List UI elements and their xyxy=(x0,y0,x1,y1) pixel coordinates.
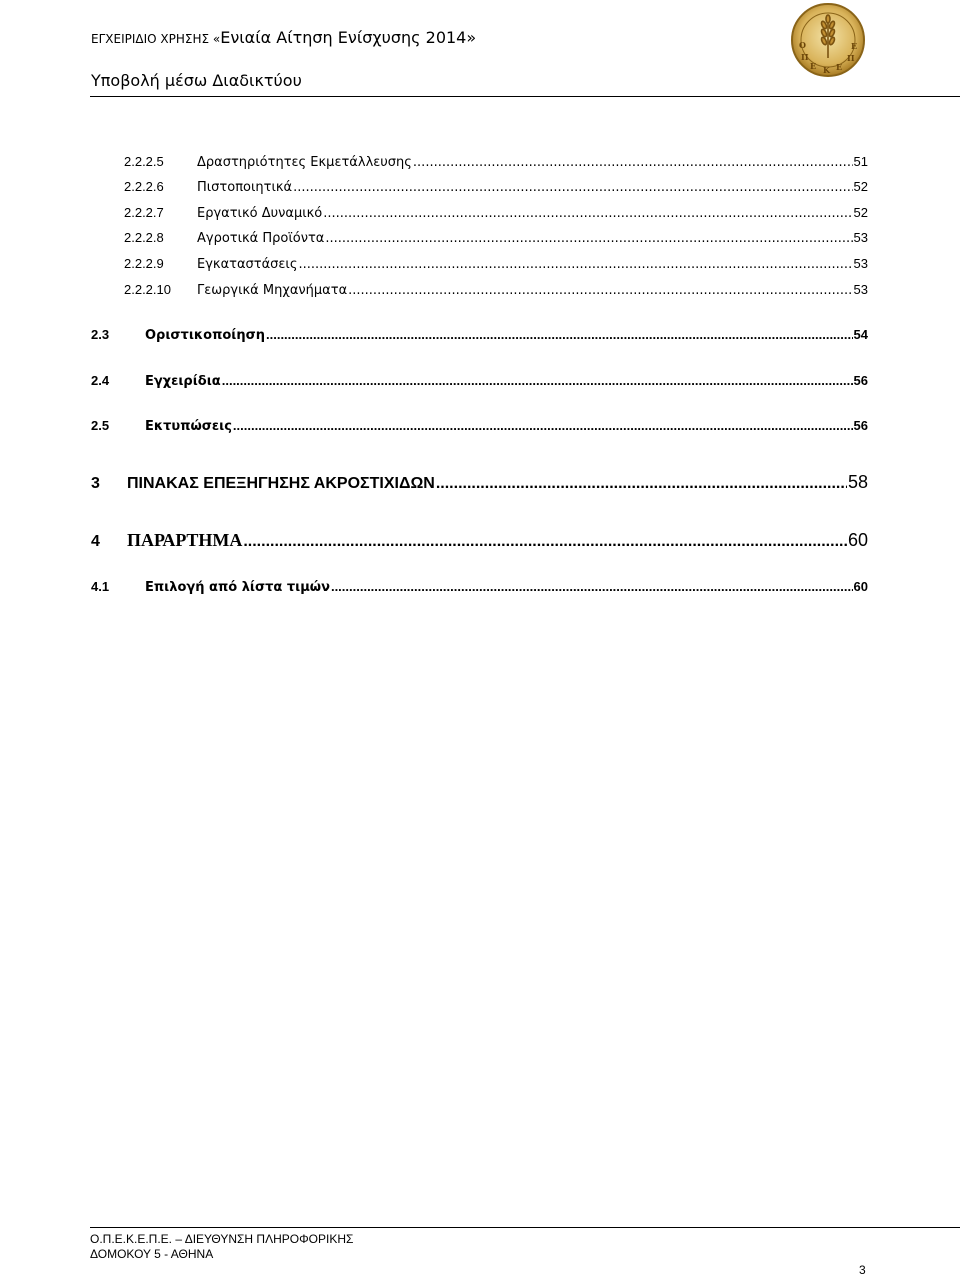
header-prefix: ΕΓΧΕΙΡΙΔΙΟ ΧΡΗΣΗΣ « xyxy=(91,32,221,46)
svg-text:Ε: Ε xyxy=(851,41,858,51)
toc-leader xyxy=(436,475,847,493)
toc-page: 58 xyxy=(847,472,868,492)
svg-text:Κ: Κ xyxy=(823,65,830,75)
toc-title: Οριστικοποίηση xyxy=(145,328,265,343)
toc-entry[interactable] xyxy=(91,579,868,595)
toc-leader xyxy=(325,231,852,246)
toc-entry[interactable] xyxy=(124,205,868,221)
toc-leader xyxy=(331,579,853,594)
toc-title: Γεωργικά Μηχανήματα xyxy=(197,283,348,298)
header-title: Ενιαία Αίτηση Ενίσχυσης 2014» xyxy=(220,28,477,47)
toc-leader xyxy=(413,155,853,170)
toc-title: Δραστηριότητες Εκμετάλλευσης xyxy=(197,155,412,170)
toc-entry[interactable] xyxy=(124,154,868,170)
toc-leader xyxy=(323,206,852,221)
toc-entry[interactable] xyxy=(91,530,868,551)
toc-entry[interactable] xyxy=(124,256,868,272)
toc-leader xyxy=(298,257,852,272)
toc-entry[interactable] xyxy=(91,472,868,493)
toc-number: 2.2.2.6 xyxy=(124,179,164,194)
header-divider xyxy=(90,96,960,97)
toc-entry[interactable] xyxy=(124,179,868,195)
toc-title: Εργατικό Δυναμικό xyxy=(197,206,323,221)
toc-number: 2.4 xyxy=(91,373,110,388)
toc-title: Επιλογή από λίστα τιμών xyxy=(145,580,330,595)
wheat-seal-icon xyxy=(790,2,866,78)
toc-title: Εκτυπώσεις xyxy=(145,419,232,434)
toc-number: 2.2.2.8 xyxy=(124,230,164,245)
svg-text:Π: Π xyxy=(847,53,855,63)
toc-page: 53 xyxy=(853,256,868,271)
toc-number: 4.1 xyxy=(91,579,110,594)
toc-page: 60 xyxy=(847,530,868,550)
toc-leader xyxy=(293,180,852,195)
toc-entry[interactable] xyxy=(124,230,868,246)
toc-leader xyxy=(222,373,853,388)
toc-leader xyxy=(233,418,853,433)
toc-page: 52 xyxy=(853,179,868,194)
footer-address: ΔΟΜΟΚΟΥ 5 - ΑΘΗΝΑ xyxy=(90,1247,214,1261)
toc-page: 51 xyxy=(853,154,868,169)
header-subtitle: Υποβολή μέσω Διαδικτύου xyxy=(91,71,302,90)
toc-page: 56 xyxy=(853,418,868,433)
toc-entry[interactable] xyxy=(91,373,868,389)
toc-number: 3 xyxy=(91,475,100,492)
svg-text:Π: Π xyxy=(801,52,809,62)
toc-page: 60 xyxy=(853,579,868,594)
svg-text:Ε: Ε xyxy=(810,61,817,71)
toc-title: Πιστοποιητικά xyxy=(197,180,293,195)
toc-number: 2.2.2.10 xyxy=(124,282,171,297)
toc-leader xyxy=(348,283,852,298)
toc-number: 2.3 xyxy=(91,327,110,342)
footer-divider xyxy=(90,1227,960,1228)
footer-organization: Ο.Π.Ε.Κ.Ε.Π.Ε. – ΔΙΕΥΘΥΝΣΗ ΠΛΗΡΟΦΟΡΙΚΗΣ xyxy=(90,1232,354,1246)
toc-page: 56 xyxy=(853,373,868,388)
toc-entry[interactable] xyxy=(91,327,868,343)
toc-page: 53 xyxy=(853,282,868,297)
toc-number: 4 xyxy=(91,533,100,550)
svg-text:Ε: Ε xyxy=(836,62,843,72)
toc-number: 2.5 xyxy=(91,418,110,433)
toc-page: 52 xyxy=(853,205,868,220)
page-number: 3 xyxy=(859,1263,866,1277)
toc-entry[interactable] xyxy=(124,282,868,298)
toc-page: 53 xyxy=(853,230,868,245)
toc-title: Εγχειρίδια xyxy=(145,374,221,389)
document-header-title xyxy=(91,28,476,47)
toc-number: 2.2.2.5 xyxy=(124,154,164,169)
toc-leader xyxy=(243,533,847,551)
toc-title: ΠΙΝΑΚΑΣ ΕΠΕΞΗΓΗΣΗΣ ΑΚΡΟΣΤΙΧΙΔΩΝ xyxy=(127,475,435,492)
toc-page: 54 xyxy=(853,327,868,342)
toc-title: Εγκαταστάσεις xyxy=(197,257,298,272)
toc-title: ΠΑΡΑΡΤΗΜΑ xyxy=(127,530,243,550)
toc-number: 2.2.2.9 xyxy=(124,256,164,271)
toc-leader xyxy=(266,327,853,342)
toc-number: 2.2.2.7 xyxy=(124,205,164,220)
toc-title: Αγροτικά Προϊόντα xyxy=(197,231,325,246)
toc-entry[interactable] xyxy=(91,418,868,434)
svg-text:Ο: Ο xyxy=(799,40,806,50)
